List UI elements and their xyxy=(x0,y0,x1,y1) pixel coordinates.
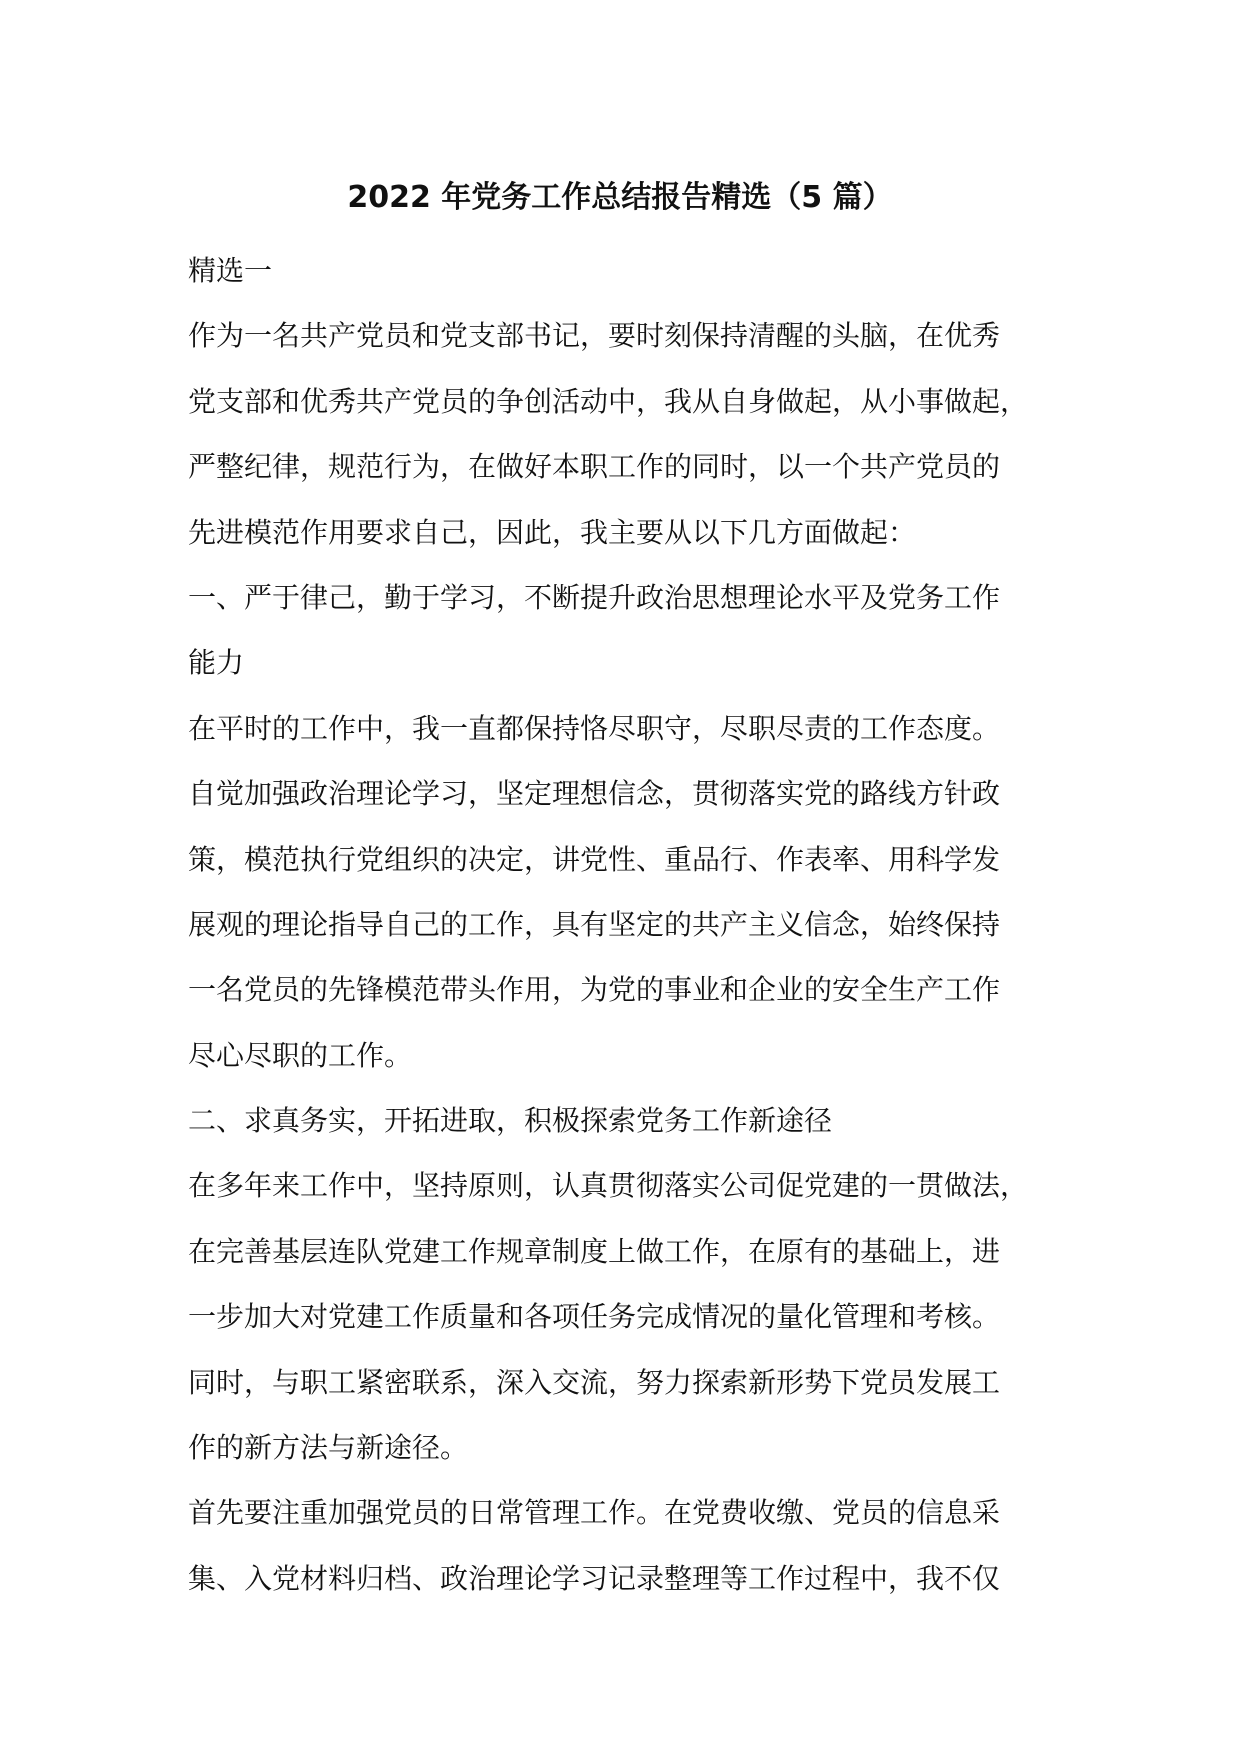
text-line: 二、求真务实，开拓进取，积极探索党务工作新途径 xyxy=(188,1104,833,1138)
text-line: 集、入党材料归档、政治理论学习记录整理等工作过程中，我不仅 xyxy=(188,1561,1001,1595)
text-line: 精选一 xyxy=(188,254,273,287)
text-line: 党支部和优秀共产党员的争创活动中，我从自身做起，从小事做起， xyxy=(188,384,1029,418)
text-line: 在完善基层连队党建工作规章制度上做工作，在原有的基础上，进 xyxy=(188,1234,1001,1268)
text-line: 策，模范执行党组织的决定，讲党性、重品行、作表率、用科学发 xyxy=(188,842,1001,876)
text-line: 严整纪律，规范行为，在做好本职工作的同时，以一个共产党员的 xyxy=(188,450,1001,484)
text-line: 在多年来工作中，坚持原则，认真贯彻落实公司促党建的一贯做法， xyxy=(188,1169,1029,1203)
text-line: 先进模范作用要求自己，因此，我主要从以下几方面做起： xyxy=(188,515,917,549)
text-line: 自觉加强政治理论学习，坚定理想信念，贯彻落实党的路线方针政 xyxy=(188,777,1001,811)
document-body xyxy=(188,238,1088,1611)
text-line: 尽心尽职的工作。 xyxy=(188,1038,413,1072)
text-line: 在平时的工作中，我一直都保持恪尽职守，尽职尽责的工作态度。 xyxy=(188,711,1001,745)
text-line: 作为一名共产党员和党支部书记，要时刻保持清醒的头脑，在优秀 xyxy=(188,319,1001,353)
text-line: 作的新方法与新途径。 xyxy=(188,1431,469,1465)
text-line: 同时，与职工紧密联系，深入交流，努力探索新形势下党员发展工 xyxy=(188,1365,1001,1399)
text-line: 展观的理论指导自己的工作，具有坚定的共产主义信念，始终保持 xyxy=(188,907,1001,941)
text-line: 能力 xyxy=(188,646,245,680)
text-line: 首先要注重加强党员的日常管理工作。在党费收缴、党员的信息采 xyxy=(188,1496,1001,1530)
text-line: 一名党员的先锋模范带头作用，为党的事业和企业的安全生产工作 xyxy=(188,973,1001,1007)
document-title: 2022 年党务工作总结报告精选（5 篇） xyxy=(347,180,893,215)
text-line: 一步加大对党建工作质量和各项任务完成情况的量化管理和考核。 xyxy=(188,1300,1001,1334)
text-line: 一、严于律己，勤于学习，不断提升政治思想理论水平及党务工作 xyxy=(188,580,1001,614)
